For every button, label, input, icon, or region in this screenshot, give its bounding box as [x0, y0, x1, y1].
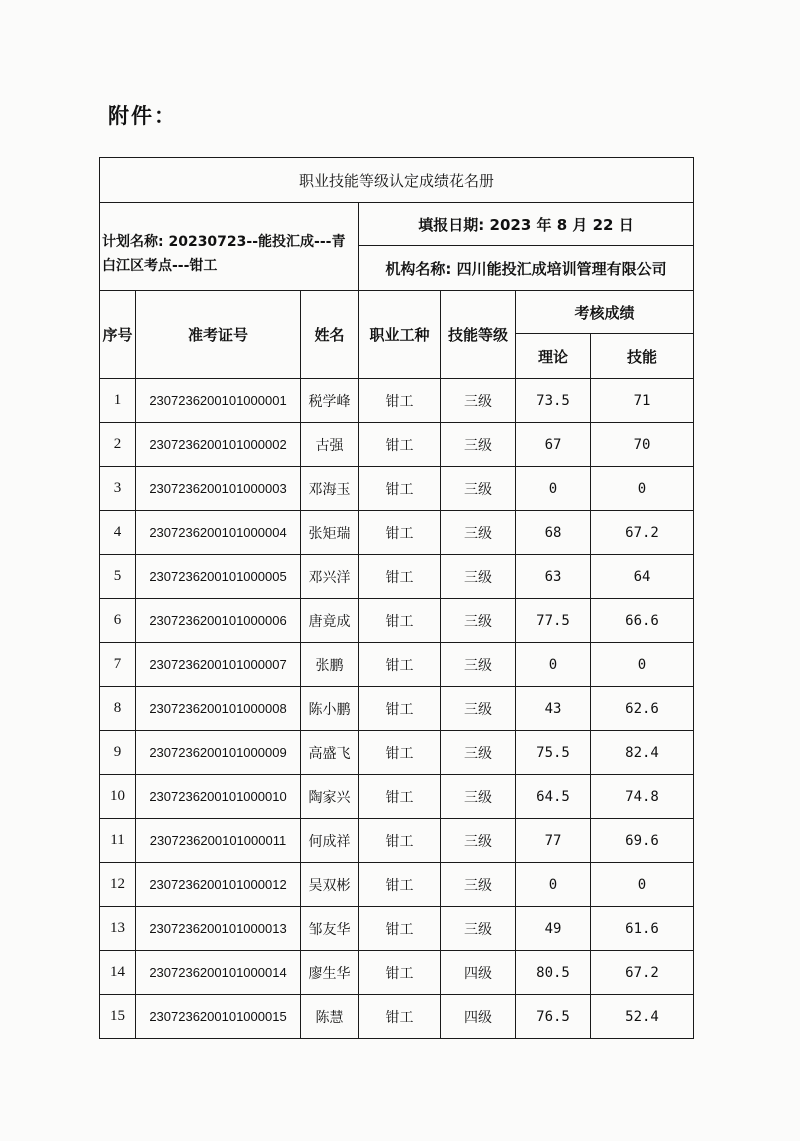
row-theory-score: 43: [516, 687, 591, 731]
row-skill-score: 82.4: [591, 731, 694, 775]
row-cert-no: 2307236200101000001: [136, 379, 301, 423]
row-cert-no: 2307236200101000015: [136, 995, 301, 1039]
row-index: 15: [100, 995, 136, 1039]
row-level: 三级: [441, 687, 516, 731]
row-level: 三级: [441, 379, 516, 423]
row-trade: 钳工: [359, 555, 441, 599]
row-name: 邹友华: [301, 907, 359, 951]
header-cert-no: 准考证号: [136, 291, 301, 379]
row-cert-no: 2307236200101000007: [136, 643, 301, 687]
row-skill-score: 66.6: [591, 599, 694, 643]
row-name: 古强: [301, 423, 359, 467]
row-name: 邓兴洋: [301, 555, 359, 599]
row-theory-score: 77: [516, 819, 591, 863]
table-row: [100, 643, 694, 687]
row-skill-score: 0: [591, 863, 694, 907]
row-trade: 钳工: [359, 995, 441, 1039]
row-trade: 钳工: [359, 599, 441, 643]
row-cert-no: 2307236200101000012: [136, 863, 301, 907]
row-theory-score: 63: [516, 555, 591, 599]
row-skill-score: 74.8: [591, 775, 694, 819]
row-index: 4: [100, 511, 136, 555]
row-cert-no: 2307236200101000002: [136, 423, 301, 467]
row-index: 13: [100, 907, 136, 951]
row-level: 三级: [441, 555, 516, 599]
organization-name: 机构名称: 四川能投汇成培训管理有限公司: [359, 246, 694, 291]
row-skill-score: 67.2: [591, 511, 694, 555]
row-name: 陈慧: [301, 995, 359, 1039]
row-cert-no: 2307236200101000011: [136, 819, 301, 863]
row-theory-score: 77.5: [516, 599, 591, 643]
row-level: 四级: [441, 951, 516, 995]
row-cert-no: 2307236200101000004: [136, 511, 301, 555]
header-score-group: 考核成绩: [516, 291, 694, 334]
header-level: 技能等级: [441, 291, 516, 379]
row-index: 7: [100, 643, 136, 687]
row-cert-no: 2307236200101000013: [136, 907, 301, 951]
row-name: 廖生华: [301, 951, 359, 995]
table-row: [100, 951, 694, 995]
row-cert-no: 2307236200101000009: [136, 731, 301, 775]
plan-name: 计划名称: 20230723--能投汇成---青白江区考点---钳工: [100, 203, 359, 291]
row-cert-no: 2307236200101000003: [136, 467, 301, 511]
score-roster-table: [99, 157, 694, 1039]
table-row: [100, 599, 694, 643]
row-level: 三级: [441, 907, 516, 951]
header-skill: 技能: [591, 334, 694, 379]
sheet-title: 职业技能等级认定成绩花名册: [100, 158, 694, 203]
row-trade: 钳工: [359, 907, 441, 951]
table-body: [100, 379, 694, 1039]
row-level: 三级: [441, 863, 516, 907]
table-row: [100, 863, 694, 907]
row-theory-score: 0: [516, 467, 591, 511]
row-trade: 钳工: [359, 687, 441, 731]
row-name: 陶家兴: [301, 775, 359, 819]
row-level: 四级: [441, 995, 516, 1039]
row-index: 6: [100, 599, 136, 643]
row-theory-score: 73.5: [516, 379, 591, 423]
row-trade: 钳工: [359, 511, 441, 555]
row-name: 税学峰: [301, 379, 359, 423]
row-cert-no: 2307236200101000008: [136, 687, 301, 731]
row-index: 11: [100, 819, 136, 863]
row-cert-no: 2307236200101000010: [136, 775, 301, 819]
row-index: 8: [100, 687, 136, 731]
row-trade: 钳工: [359, 819, 441, 863]
row-skill-score: 52.4: [591, 995, 694, 1039]
table-row: [100, 819, 694, 863]
row-cert-no: 2307236200101000006: [136, 599, 301, 643]
row-skill-score: 0: [591, 643, 694, 687]
row-trade: 钳工: [359, 467, 441, 511]
table-row: [100, 731, 694, 775]
table-row: [100, 555, 694, 599]
fill-date: 填报日期: 2023 年 8 月 22 日: [359, 203, 694, 246]
row-skill-score: 61.6: [591, 907, 694, 951]
table-row: [100, 907, 694, 951]
row-trade: 钳工: [359, 731, 441, 775]
row-theory-score: 68: [516, 511, 591, 555]
row-skill-score: 67.2: [591, 951, 694, 995]
table-row: [100, 511, 694, 555]
table-row: [100, 467, 694, 511]
table-row: [100, 995, 694, 1039]
row-theory-score: 0: [516, 863, 591, 907]
row-index: 14: [100, 951, 136, 995]
row-level: 三级: [441, 467, 516, 511]
header-theory: 理论: [516, 334, 591, 379]
row-level: 三级: [441, 643, 516, 687]
row-theory-score: 80.5: [516, 951, 591, 995]
row-theory-score: 49: [516, 907, 591, 951]
row-name: 高盛飞: [301, 731, 359, 775]
row-index: 5: [100, 555, 136, 599]
row-name: 张鹏: [301, 643, 359, 687]
row-theory-score: 75.5: [516, 731, 591, 775]
attachment-label: 附件：: [108, 104, 177, 128]
row-skill-score: 71: [591, 379, 694, 423]
row-index: 2: [100, 423, 136, 467]
row-index: 12: [100, 863, 136, 907]
row-level: 三级: [441, 819, 516, 863]
row-cert-no: 2307236200101000005: [136, 555, 301, 599]
table-row: [100, 379, 694, 423]
row-skill-score: 70: [591, 423, 694, 467]
row-name: 吴双彬: [301, 863, 359, 907]
table-row: [100, 687, 694, 731]
table-row: [100, 423, 694, 467]
row-name: 邓海玉: [301, 467, 359, 511]
row-index: 10: [100, 775, 136, 819]
row-level: 三级: [441, 775, 516, 819]
row-skill-score: 62.6: [591, 687, 694, 731]
row-level: 三级: [441, 731, 516, 775]
row-skill-score: 69.6: [591, 819, 694, 863]
row-skill-score: 0: [591, 467, 694, 511]
row-cert-no: 2307236200101000014: [136, 951, 301, 995]
row-level: 三级: [441, 423, 516, 467]
row-index: 1: [100, 379, 136, 423]
header-index: 序号: [100, 291, 136, 379]
row-index: 9: [100, 731, 136, 775]
header-name: 姓名: [301, 291, 359, 379]
row-trade: 钳工: [359, 863, 441, 907]
row-theory-score: 0: [516, 643, 591, 687]
row-level: 三级: [441, 599, 516, 643]
row-name: 陈小鹏: [301, 687, 359, 731]
row-theory-score: 64.5: [516, 775, 591, 819]
row-level: 三级: [441, 511, 516, 555]
row-theory-score: 76.5: [516, 995, 591, 1039]
row-trade: 钳工: [359, 643, 441, 687]
row-name: 何成祥: [301, 819, 359, 863]
row-name: 张矩瑞: [301, 511, 359, 555]
row-skill-score: 64: [591, 555, 694, 599]
row-trade: 钳工: [359, 379, 441, 423]
row-trade: 钳工: [359, 951, 441, 995]
header-trade: 职业工种: [359, 291, 441, 379]
table-row: [100, 775, 694, 819]
row-trade: 钳工: [359, 423, 441, 467]
row-index: 3: [100, 467, 136, 511]
row-theory-score: 67: [516, 423, 591, 467]
row-trade: 钳工: [359, 775, 441, 819]
row-name: 唐竟成: [301, 599, 359, 643]
